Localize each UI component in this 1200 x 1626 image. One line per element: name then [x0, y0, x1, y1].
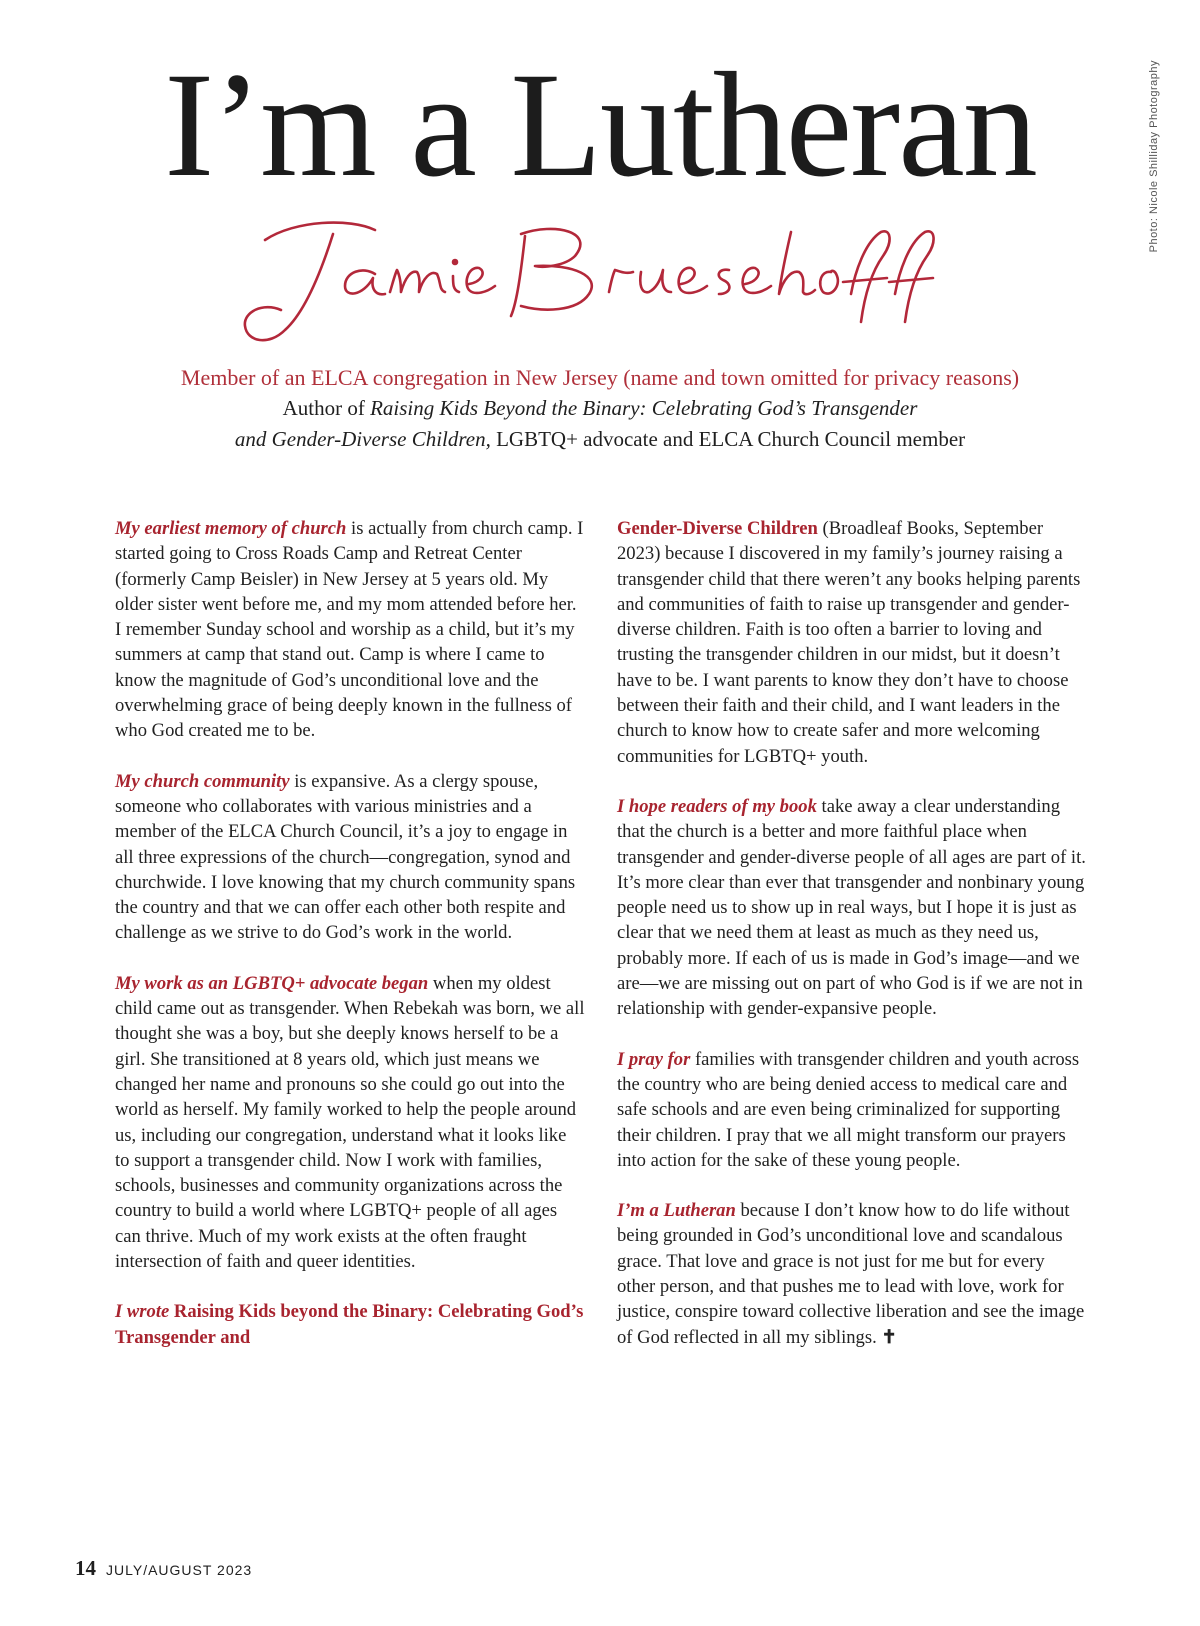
- paragraph-body: families with transgender children and youth across the country who are being denied access to medical care and safe schools and are even being criminalized for supporting their children. I pray that we all might transform our prayers into action for the sake of these young people.: [617, 1048, 1080, 1171]
- cross-icon: ✝: [881, 1326, 897, 1348]
- paragraph-church-community: [115, 769, 585, 946]
- paragraph-body: is actually from church camp. I started going to Cross Roads Camp and Retreat Center (formerly Camp Beisler) in New Jersey at 5 years old. My older sister went before me, and my mom attended before her. I remember Sunday school and worship as a child, but it’s my summers at camp that stand out. Camp is where I came to know the magnitude of God’s unconditional love and the overwhelming grace of being deeply known in the fullness of who God created me to be.: [115, 518, 584, 742]
- paragraph-hope-readers: [617, 794, 1087, 1022]
- lead-in: I’m a Lutheran: [617, 1200, 736, 1222]
- book-title: Raising Kids beyond the Binary: Celebrating God’s Transgender and: [115, 1301, 584, 1348]
- paragraph-body: (Broadleaf Books, September 2023) because I discovered in my family’s journey raising a transgender child that there weren’t any books helping parents and communities of faith to raise up transgender and gender-diverse children. Faith is too often a barrier to loving and trusting the transgender children in our midst, but it doesn’t have to be. I want parents to know they don’t have to choose between their faith and their child, and I want leaders in the church to know how to create safer and more welcoming communities for LGBTQ+ youth.: [617, 518, 1081, 767]
- photo-credit: Photo: Nicole Shilliday Photography: [1148, 60, 1160, 253]
- book-title: Gender-Diverse Children: [617, 518, 818, 539]
- byline-suffix: LGBTQ+ advocate and ELCA Church Council member: [490, 427, 966, 451]
- byline-prefix: Author of: [282, 396, 371, 420]
- signature-name: [225, 212, 985, 360]
- byline-book-title-line1: Raising Kids Beyond the Binary: Celebrating God’s Transgender: [370, 396, 918, 420]
- article-column-left: [115, 516, 585, 1375]
- byline: [0, 393, 1200, 455]
- page-number: 14: [75, 1556, 96, 1580]
- paragraph-earliest-memory: [115, 516, 585, 744]
- paragraph-advocacy: [115, 971, 585, 1275]
- lead-in: I pray for: [617, 1048, 691, 1070]
- page-title: I’m a Lutheran: [164, 42, 1036, 208]
- paragraph-body: because I don’t know how to do life without being grounded in God’s unconditional love and scandalous grace. That love and grace is not just for me but for every other person, and that pushes me to lead with love, work for justice, conspire toward collective liberation and see the image of God reflected in all my siblings.: [617, 1200, 1085, 1348]
- paragraph-i-wrote-start: [115, 1299, 585, 1350]
- lead-in: My work as an LGBTQ+ advocate began: [115, 972, 429, 994]
- paragraph-body: take away a clear understanding that the church is a better and more faithful place when transgender and gender-diverse people of all ages are part of it. It’s more clear than ever that transgender and nonbinary young people need us to show up in real ways, but I hope it is just as clear that we need them at least as much as they need us, probably more. If each of us is made in God’s image—and we are—we are missing out on part of who God is if we are not in relationship with gender-expansive people.: [617, 795, 1086, 1020]
- issue-date: JULY/AUGUST 2023: [106, 1562, 253, 1578]
- lead-in: My earliest memory of church: [115, 518, 347, 539]
- paragraph-body: is expansive. As a clergy spouse, someone who collaborates with various ministries and a member of the ELCA Church Council, it’s a joy to engage in all three expressions of the church—congregation, synod and churchwide. I love knowing that my church community spans the country and that we can offer each other both respite and challenge as we strive to do God’s work in the world.: [115, 770, 576, 944]
- paragraph-i-wrote-continued: [617, 516, 1087, 769]
- page-footer: [75, 1556, 252, 1581]
- article-column-right: [617, 516, 1087, 1375]
- byline-book-title-line2: and Gender-Diverse Children,: [234, 427, 491, 451]
- lead-in: My church community: [115, 770, 290, 792]
- paragraph-im-a-lutheran: [617, 1198, 1087, 1350]
- paragraph-body: when my oldest child came out as transgender. When Rebekah was born, we all thought she was a boy, but she deeply knows herself to be a girl. She transitioned at 8 years old, which just means we changed her name and pronouns so she could go out into the world as herself. My family worked to help the people around us, including our congregation, understand what it looks like to support a transgender child. Now I work with families, schools, businesses and community organizations across the country to build a world where LGBTQ+ people of all ages can thrive. Much of my work exists at the often fraught intersection of faith and queer identities.: [115, 972, 585, 1273]
- paragraph-i-pray-for: [617, 1047, 1087, 1173]
- lead-in: I wrote: [115, 1301, 170, 1323]
- lead-in: I hope readers of my book: [617, 795, 817, 817]
- subtitle: Member of an ELCA congregation in New Jersey (name and town omitted for privacy reasons): [180, 365, 1020, 390]
